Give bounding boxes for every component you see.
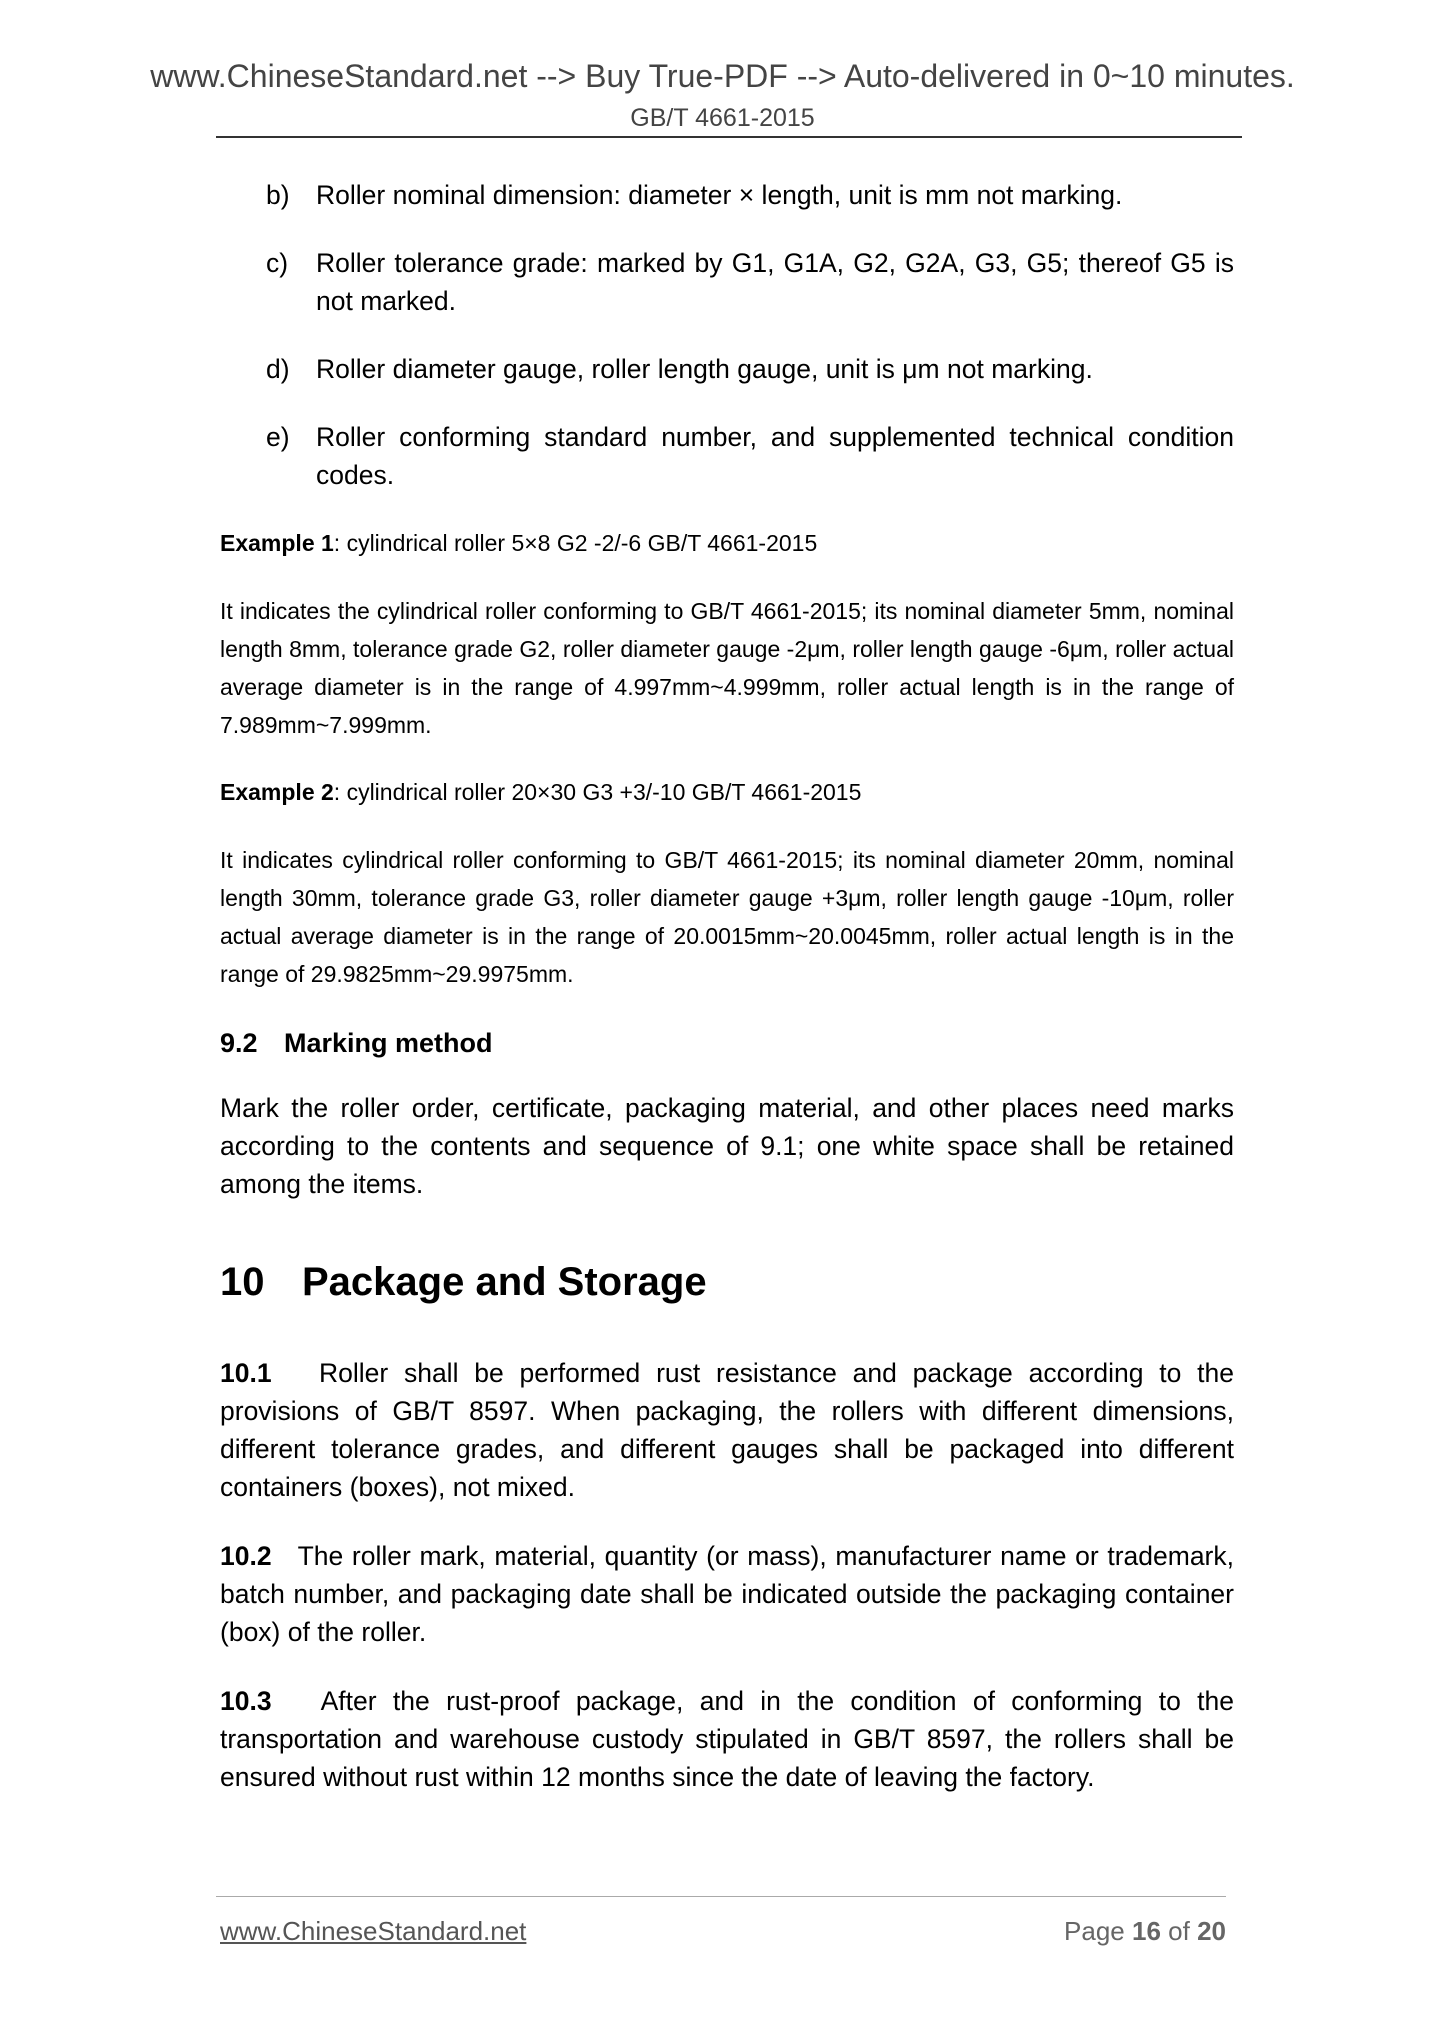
header-divider bbox=[216, 136, 1242, 138]
example-code: : cylindrical roller 20×30 G3 +3/-10 GB/T 4661-2015 bbox=[333, 779, 862, 805]
example-2-description: It indicates cylindrical roller conforming to GB/T 4661-2015; its nominal diameter 20mm, nominal length 30mm, tolerance grade G3, roller diameter gauge +3μm, roller length gauge -10μm, roller actual average diameter is in the range of 20.0015mm~20.0045mm, roller actual length is in the range of 29.9825mm~29.9975mm. bbox=[220, 847, 1234, 987]
clause-text: After the rust-proof package, and in the condition of conforming to the transportation and warehouse custody stipulated in GB/T 8597, the rollers shall be ensured without rust within 12 months since the date of leaving the factory. bbox=[220, 1686, 1234, 1792]
clause-text: The roller mark, material, quantity (or mass), manufacturer name or trademark, batch number, and packaging date shall be indicated outside the packaging container (box) of the roller. bbox=[220, 1541, 1234, 1647]
footer-website-link[interactable]: www.ChineseStandard.net bbox=[220, 1916, 527, 1946]
list-item-e bbox=[266, 418, 1234, 494]
page-indicator bbox=[1064, 1916, 1226, 1947]
example-label: Example 2 bbox=[220, 779, 334, 805]
example-1-heading bbox=[220, 524, 1234, 562]
footer-divider bbox=[216, 1896, 1226, 1897]
chapter-number: 10 bbox=[220, 1260, 265, 1304]
clause-10-1 bbox=[220, 1354, 1234, 1506]
list-item-label: c) bbox=[266, 248, 289, 278]
page-of: of bbox=[1168, 1916, 1190, 1946]
page-total: 20 bbox=[1197, 1916, 1226, 1946]
example-code: : cylindrical roller 5×8 G2 -2/-6 GB/T 4661-2015 bbox=[333, 530, 818, 556]
list-item-d bbox=[266, 350, 1234, 388]
page-current: 16 bbox=[1132, 1916, 1161, 1946]
chapter-title: Package and Storage bbox=[302, 1260, 707, 1304]
section-9-2-text: Mark the roller order, certificate, packaging material, and other places need marks according to the contents and sequence of 9.1; one white space shall be retained among the items. bbox=[220, 1093, 1234, 1199]
list-item-label: d) bbox=[266, 354, 290, 384]
section-10-heading bbox=[220, 1260, 707, 1305]
list-item-b bbox=[266, 176, 1234, 214]
clause-number: 10.2 bbox=[220, 1541, 272, 1571]
header-banner: www.ChineseStandard.net --> Buy True-PDF --> Auto-delivered in 0~10 minutes. bbox=[150, 58, 1295, 94]
example-label: Example 1 bbox=[220, 530, 334, 556]
list-item-c bbox=[266, 244, 1234, 320]
example-1-description: It indicates the cylindrical roller conforming to GB/T 4661-2015; its nominal diameter 5mm, nominal length 8mm, tolerance grade G2, roller diameter gauge -2μm, roller length gauge -6μm, roller actual average diameter is in the range of 4.997mm~4.999mm, roller actual length is in the range of 7.989mm~7.999mm. bbox=[220, 598, 1234, 738]
list-item-label: e) bbox=[266, 422, 290, 452]
clause-text: Roller shall be performed rust resistance and package according to the provisions of GB/T 8597. When packaging, the rollers with different dimensions, different tolerance grades, and different gauges shall be packaged into different containers (boxes), not mixed. bbox=[220, 1358, 1234, 1502]
page-word: Page bbox=[1064, 1916, 1125, 1946]
section-9-2-heading bbox=[220, 1028, 493, 1059]
clause-number: 10.3 bbox=[220, 1686, 272, 1716]
list-item-text: Roller diameter gauge, roller length gauge, unit is μm not marking. bbox=[316, 354, 1093, 384]
section-title: Marking method bbox=[284, 1028, 493, 1058]
clause-number: 10.1 bbox=[220, 1358, 272, 1388]
list-item-text: Roller conforming standard number, and supplemented technical condition codes. bbox=[316, 422, 1234, 490]
list-item-text: Roller tolerance grade: marked by G1, G1A, G2, G2A, G3, G5; thereof G5 is not marked. bbox=[316, 248, 1234, 316]
section-number: 9.2 bbox=[220, 1028, 258, 1058]
clause-10-2 bbox=[220, 1537, 1234, 1651]
clause-10-3 bbox=[220, 1682, 1234, 1796]
example-2-heading bbox=[220, 773, 1234, 811]
list-item-label: b) bbox=[266, 180, 290, 210]
list-item-text: Roller nominal dimension: diameter × length, unit is mm not marking. bbox=[316, 180, 1123, 210]
document-id: GB/T 4661-2015 bbox=[630, 104, 815, 132]
